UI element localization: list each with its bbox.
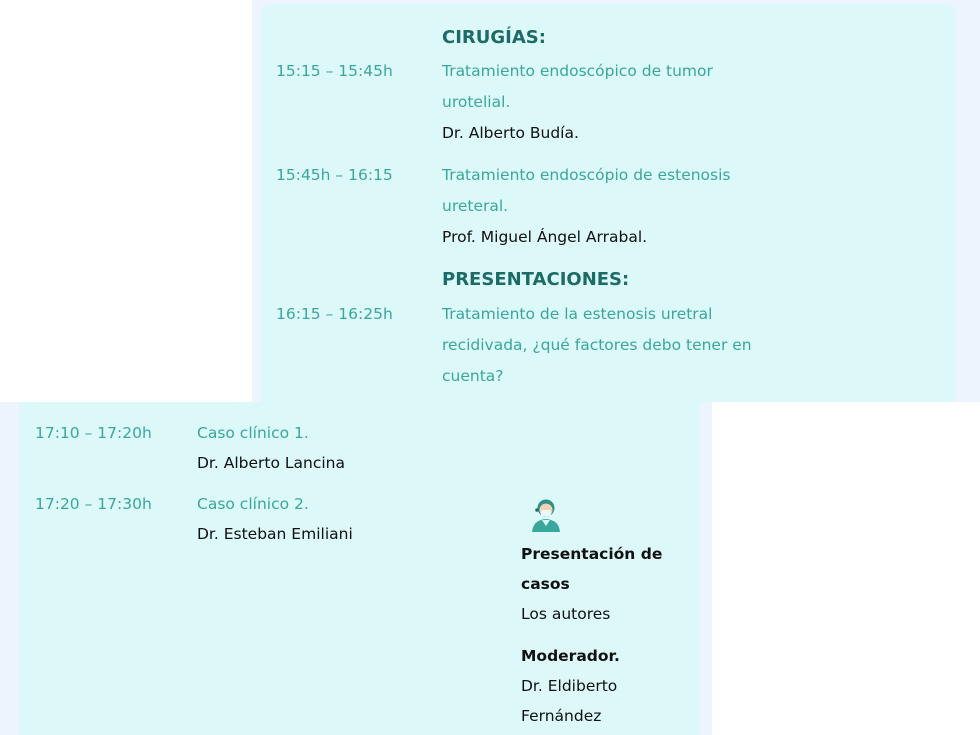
case-time: 17:20 – 17:30h [35, 495, 152, 513]
session-title-line: cuenta? [442, 367, 504, 385]
session-speaker: Dr. Alberto Budía. [442, 124, 579, 142]
session-title-line: Tratamiento endoscópio de estenosis [442, 166, 731, 184]
case-title: Caso clínico 2. [197, 495, 309, 513]
case-title: Caso clínico 1. [197, 424, 309, 442]
session-time: 15:15 – 15:45h [276, 62, 393, 80]
session-speaker: Prof. Miguel Ángel Arrabal. [442, 228, 648, 246]
doctor-icon [529, 496, 563, 532]
session-time: 16:15 – 16:25h [276, 305, 393, 323]
session-title-line: urotelial. [442, 93, 511, 111]
section-heading-presentaciones: PRESENTACIONES: [442, 269, 630, 290]
side-heading-line: Presentación de [521, 545, 663, 563]
section-heading-cirugias: CIRUGÍAS: [442, 27, 546, 48]
session-title-line: ureteral. [442, 197, 509, 215]
session-title-line: Tratamiento de la estenosis uretral [442, 305, 713, 323]
case-speaker: Dr. Alberto Lancina [197, 454, 345, 472]
moderator-label: Moderador. [521, 647, 620, 665]
session-time: 15:45h – 16:15 [276, 166, 393, 184]
side-heading-line: casos [521, 575, 570, 593]
session-title-line: recidivada, ¿qué factores debo tener en [442, 336, 752, 354]
case-time: 17:10 – 17:20h [35, 424, 152, 442]
side-authors: Los autores [521, 605, 611, 623]
moderator-name-line: Fernández [521, 707, 602, 725]
session-title-line: Tratamiento endoscópico de tumor [442, 62, 713, 80]
moderator-name-line: Dr. Eldiberto [521, 677, 618, 695]
case-speaker: Dr. Esteban Emiliani [197, 525, 353, 543]
